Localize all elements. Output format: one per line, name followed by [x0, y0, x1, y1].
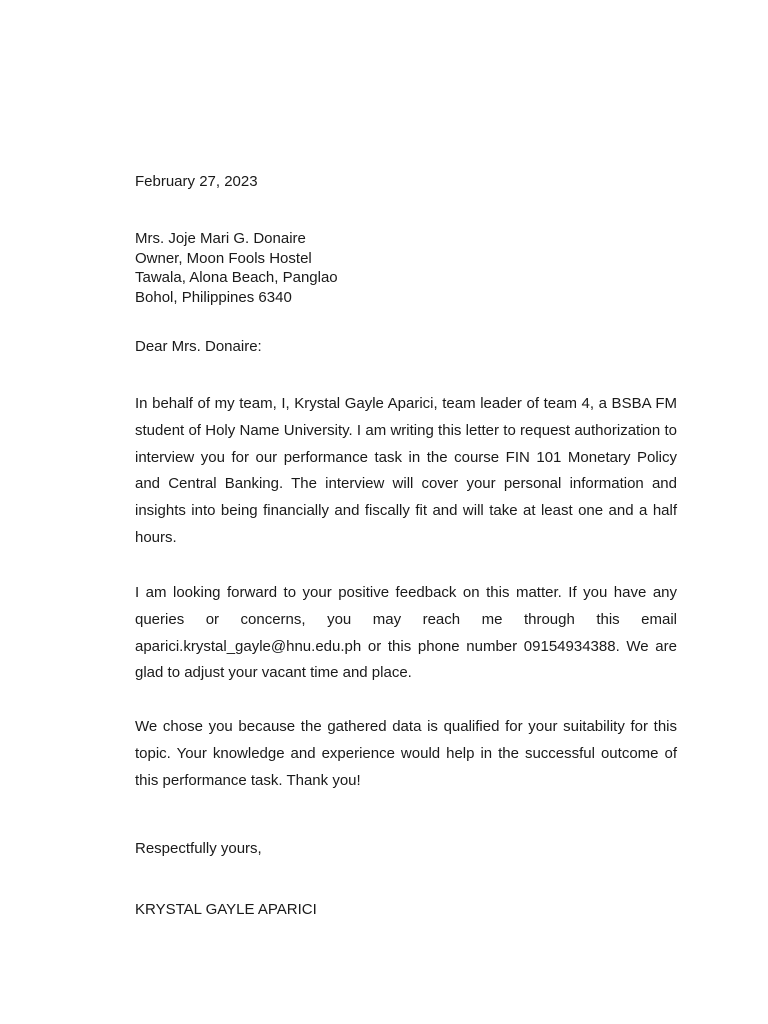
recipient-name: Mrs. Joje Mari G. Donaire — [135, 230, 306, 247]
body-paragraph-contact: I am looking forward to your positive feedback on this matter. If you have any queries or concerns, you may reach me through this email aparici.krystal_gayle@hnu.edu.ph or this phone number 09154934388. We are glad to adjust your vacant time and place. — [135, 584, 677, 682]
letter-page — [135, 0, 677, 1024]
salutation: Dear Mrs. Donaire: — [135, 338, 262, 355]
closing: Respectfully yours, — [135, 840, 262, 857]
body-paragraph-request: In behalf of my team, I, Krystal Gayle Aparici, team leader of team 4, a BSBA FM student of Holy Name University. I am writing this letter to request authorization to interview you for our performance task in the course FIN 101 Monetary Policy and Central Banking. The interview will cover your personal information and insights into being financially and fiscally fit and will take at least one and a half hours. — [135, 395, 677, 546]
recipient-address-block — [135, 229, 338, 307]
letter-date: February 27, 2023 — [135, 173, 258, 190]
recipient-address-line2: Bohol, Philippines 6340 — [135, 288, 292, 306]
recipient-title: Owner, Moon Fools Hostel — [135, 249, 312, 267]
signature-name: KRYSTAL GAYLE APARICI — [135, 901, 317, 918]
body-paragraph-reason: We chose you because the gathered data is qualified for your suitability for this topic. Your knowledge and experience would help in the successful outcome of this performance task. Thank you! — [135, 718, 677, 789]
recipient-address-line1: Tawala, Alona Beach, Panglao — [135, 269, 338, 286]
